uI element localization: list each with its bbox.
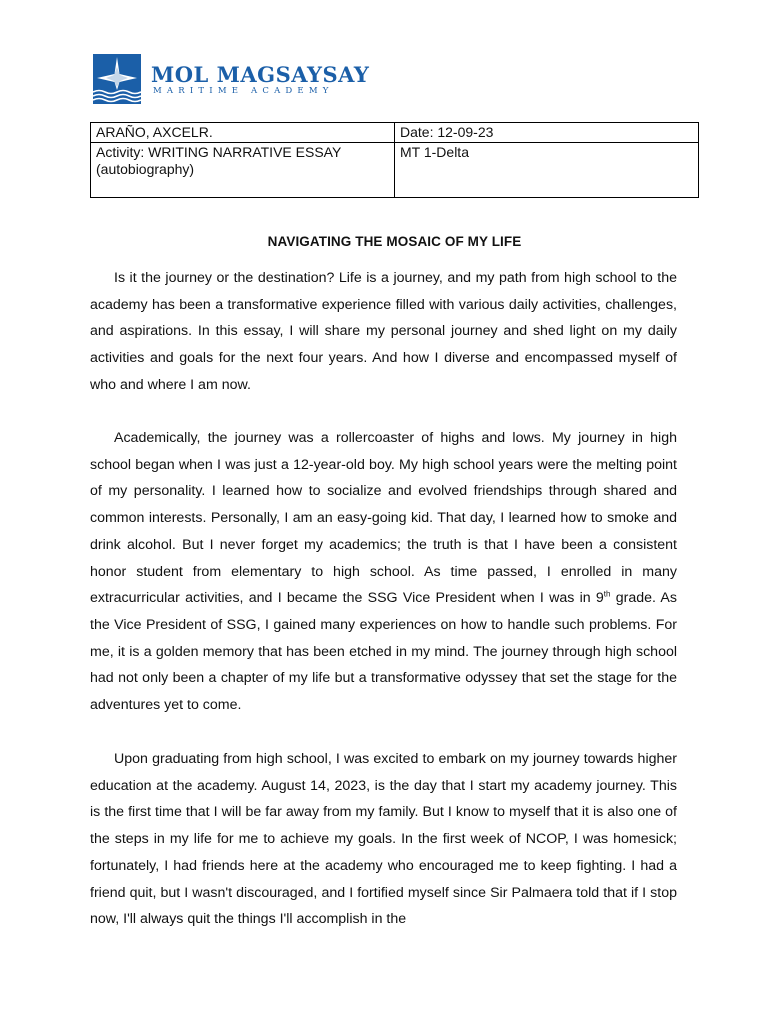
student-info-table bbox=[90, 122, 699, 198]
ordinal-suffix: th bbox=[603, 589, 611, 599]
section-label: MT 1-Delta bbox=[395, 143, 699, 198]
table-row bbox=[91, 123, 699, 143]
academy-logo bbox=[93, 54, 370, 106]
table-row bbox=[91, 143, 699, 198]
paragraph-2-text-a: Academically, the journey was a rollercoaster of highs and lows. My journey in high school began when I was just a 12-year-old boy. My high school years were the melting point of my personality. I learned how to socialize and evolved friendships through shared and common interests. Personally, I am an easy-going kid. That day, I learned how to smoke and drink alcohol. But I never forget my academics; the truth is that I have been a consistent honor student from elementary to high school. As time passed, I enrolled in many extracurricular activities, and I became the SSG Vice President when I was in 9 bbox=[90, 430, 677, 607]
logo-name: MOL MAGSAYSAY bbox=[151, 62, 370, 87]
student-name: ARAÑO, AXCELR. bbox=[91, 123, 395, 143]
essay-date: Date: 12-09-23 bbox=[395, 123, 699, 143]
paragraph-1: Is it the journey or the destination? Life is a journey, and my path from high school to the academy has been a transformative experience filled with various daily activities, challenges, and aspirations. In this essay, I will share my personal journey and shed light on my daily activities and goals for the next four years. And how I diverse and encompassed myself of who and where I am now. bbox=[90, 270, 677, 393]
logo-subtitle: MARITIME ACADEMY bbox=[153, 86, 334, 96]
paragraph-3: Upon graduating from high school, I was excited to embark on my journey towards higher education at the academy. August 14, 2023, is the day that I start my academy journey. This is the first time that I will be far away from my family. But I know to myself that it is also one of the steps in my life for me to achieve my goals. In the first week of NCOP, I was homesick; fortunately, I had friends here at the academy who encouraged me to keep fighting. I had a friend quit, but I wasn't discouraged, and I fortified myself since Sir Palmaera told that if I stop now, I'll always quit the things I'll accomplish in the bbox=[90, 751, 677, 928]
activity-label: Activity: WRITING NARRATIVE ESSAY (autobiography) bbox=[91, 143, 395, 198]
paragraph-2-text-b: grade. As the Vice President of SSG, I gained many experiences on how to handle such problems. For me, it is a golden memory that has been etched in my mind. The journey through high school had not only been a chapter of my life but a transformative odyssey that set the stage for the adventures yet to come. bbox=[90, 590, 677, 714]
paragraph-2 bbox=[90, 425, 677, 719]
compass-star-waves-logo-icon bbox=[93, 54, 141, 104]
essay-title: NAVIGATING THE MOSAIC OF MY LIFE bbox=[267, 234, 522, 249]
